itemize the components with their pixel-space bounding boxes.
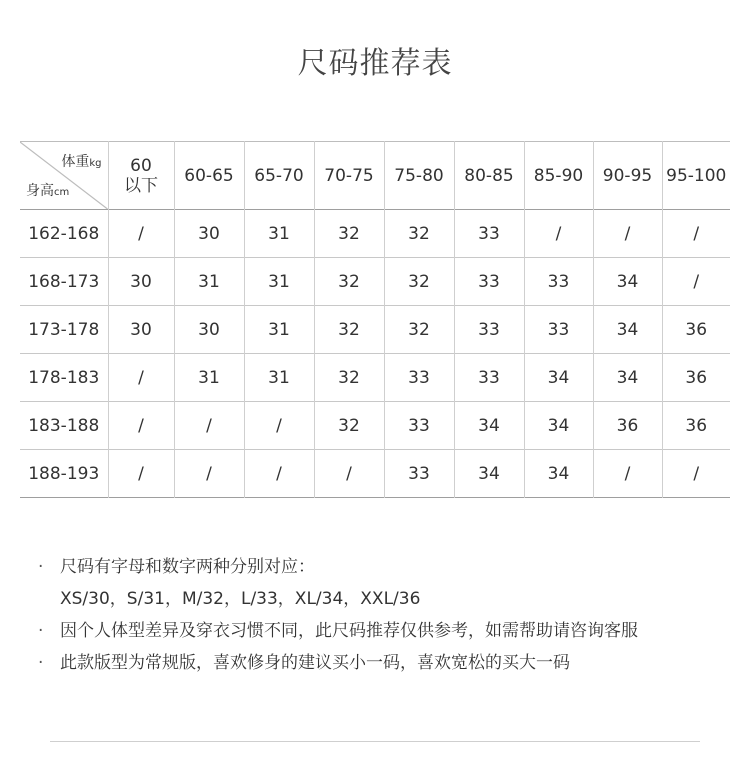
size-cell: / (108, 402, 174, 450)
size-cell: 31 (174, 354, 244, 402)
bottom-divider (50, 741, 700, 742)
size-cell: 33 (524, 258, 593, 306)
weight-header-cell: 90-95 (593, 142, 662, 210)
weight-text: 体重 (61, 154, 90, 170)
weight-unit: kg (89, 158, 102, 169)
size-cell: / (244, 450, 314, 498)
size-cell: 34 (593, 306, 662, 354)
table-row (20, 258, 730, 306)
size-mapping-text: XS/30，S/31，M/32，L/33，XL/34，XXL/36 (60, 589, 421, 609)
note-item (38, 651, 638, 683)
weight-header-cell: 80-85 (454, 142, 524, 210)
height-range-cell: 168-173 (28, 271, 100, 292)
size-cell: 31 (244, 354, 314, 402)
size-cell: 33 (384, 450, 454, 498)
size-cell: / (174, 402, 244, 450)
size-cell: / (593, 210, 662, 258)
size-cell: 32 (384, 306, 454, 354)
size-cell: 33 (384, 354, 454, 402)
size-cell: 34 (454, 402, 524, 450)
bullet-dot: · (38, 621, 44, 641)
weight-header-line1: 60 (130, 155, 152, 176)
size-cell: 34 (593, 354, 662, 402)
size-cell: 33 (384, 402, 454, 450)
height-range-cell: 173-178 (28, 319, 100, 340)
size-cell: / (108, 450, 174, 498)
size-cell: / (662, 210, 730, 258)
height-range-cell: 162-168 (28, 223, 100, 244)
size-cell: / (593, 450, 662, 498)
note-item (38, 555, 638, 587)
table-row (20, 210, 730, 258)
size-cell: 33 (454, 210, 524, 258)
size-cell: 32 (314, 210, 384, 258)
size-cell: 32 (384, 210, 454, 258)
weight-header-cell: 70-75 (314, 142, 384, 210)
size-cell: 30 (108, 306, 174, 354)
size-cell: 32 (384, 258, 454, 306)
weight-header-cell: 95-100 (662, 142, 730, 210)
bullet-dot: · (38, 557, 44, 577)
height-range-cell: 178-183 (28, 367, 100, 388)
header-row (20, 142, 730, 210)
size-cell: / (524, 210, 593, 258)
size-cell: / (662, 258, 730, 306)
size-cell: 34 (524, 450, 593, 498)
size-cell: / (108, 354, 174, 402)
height-label (26, 180, 69, 200)
weight-header-cell: 60-65 (174, 142, 244, 210)
table-row (20, 354, 730, 402)
table-row (20, 402, 730, 450)
weight-header-line2: 以下 (124, 175, 158, 196)
height-text: 身高 (26, 183, 54, 199)
weight-header-cell: 75-80 (384, 142, 454, 210)
height-range-cell: 188-193 (28, 463, 100, 484)
size-cell: 33 (524, 306, 593, 354)
bullet-dot: · (38, 653, 44, 673)
note-item (38, 619, 638, 651)
size-cell: 32 (314, 354, 384, 402)
weight-header-cell: 85-90 (524, 142, 593, 210)
size-cell: 30 (174, 210, 244, 258)
size-cell: 34 (593, 258, 662, 306)
height-unit: cm (54, 187, 70, 198)
note-text: 因个人体型差异及穿衣习惯不同，此尺码推荐仅供参考，如需帮助请咨询客服 (60, 621, 638, 641)
size-cell: / (108, 210, 174, 258)
size-chart-body (20, 142, 730, 498)
size-cell: 34 (524, 402, 593, 450)
size-cell: 31 (244, 258, 314, 306)
table-row (20, 306, 730, 354)
size-cell: 31 (174, 258, 244, 306)
size-cell: 32 (314, 306, 384, 354)
size-cell: / (244, 402, 314, 450)
note-subline (38, 587, 638, 619)
size-cell: 31 (244, 210, 314, 258)
size-chart-table (20, 141, 730, 498)
page-title: 尺码推荐表 (297, 46, 453, 81)
size-cell: / (174, 450, 244, 498)
weight-header-cell: 65-70 (244, 142, 314, 210)
size-cell: 36 (662, 402, 730, 450)
height-range-cell: 183-188 (28, 415, 100, 436)
size-cell: 31 (244, 306, 314, 354)
size-cell: 36 (662, 306, 730, 354)
weight-header-cell (108, 142, 174, 210)
notes-section (38, 555, 638, 683)
size-cell: 33 (454, 258, 524, 306)
size-cell: 34 (454, 450, 524, 498)
corner-header-cell (20, 142, 108, 210)
note-text: 尺码有字母和数字两种分别对应： (60, 557, 315, 577)
size-cell: 36 (593, 402, 662, 450)
size-cell: 36 (662, 354, 730, 402)
table-row (20, 450, 730, 498)
note-text: 此款版型为常规版，喜欢修身的建议买小一码，喜欢宽松的买大一码 (60, 653, 570, 673)
size-cell: 30 (174, 306, 244, 354)
size-cell: 30 (108, 258, 174, 306)
size-cell: 32 (314, 258, 384, 306)
size-cell: / (662, 450, 730, 498)
size-cell: 32 (314, 402, 384, 450)
size-cell: 33 (454, 306, 524, 354)
size-cell: 33 (454, 354, 524, 402)
size-cell: / (314, 450, 384, 498)
size-cell: 34 (524, 354, 593, 402)
weight-label (61, 151, 101, 171)
